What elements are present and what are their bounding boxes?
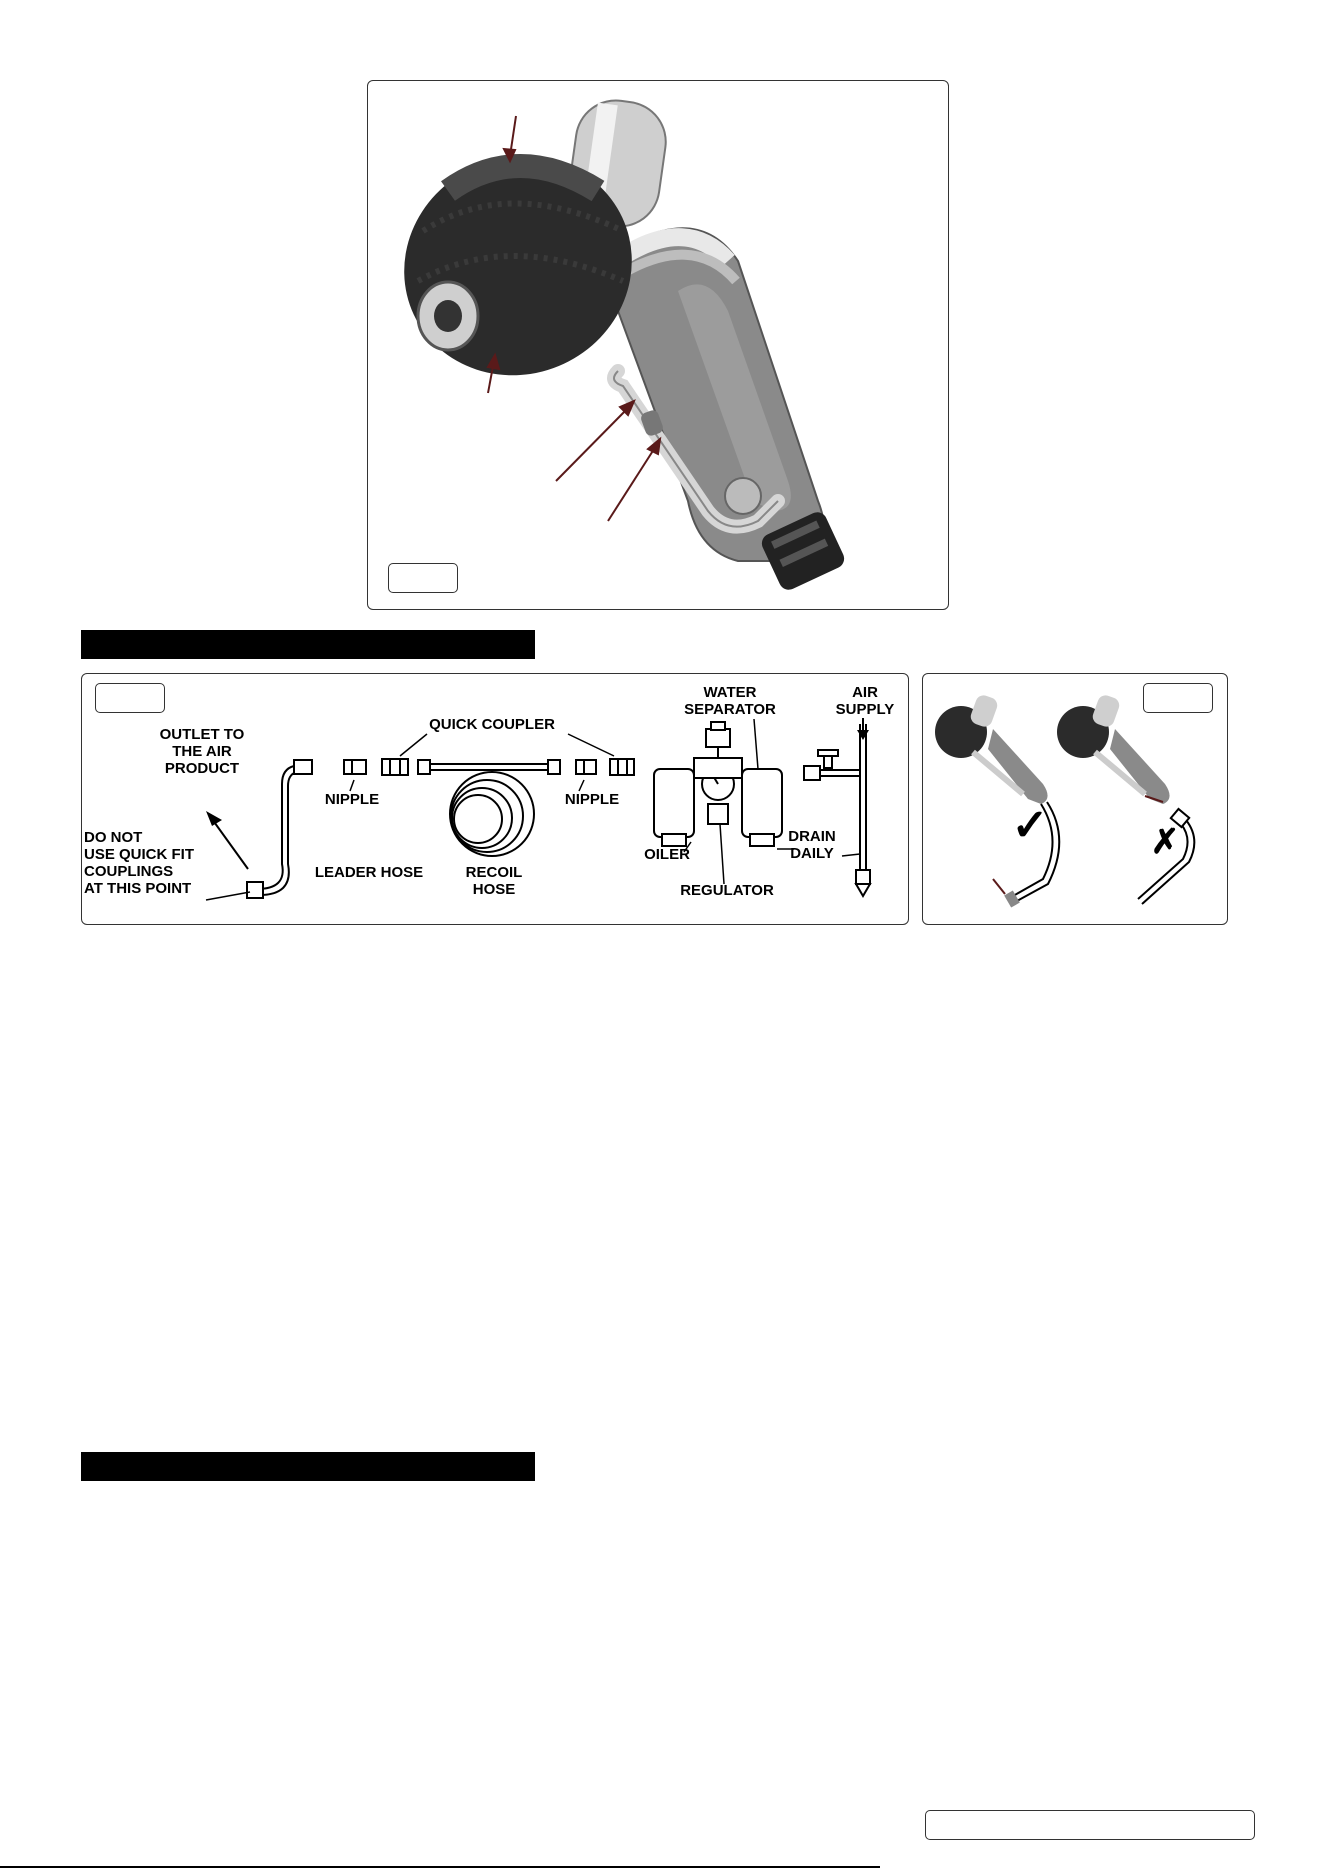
page-reference-box	[925, 1810, 1255, 1840]
label-do-not-use-quick-fit: DO NOT USE QUICK FIT COUPLINGS AT THIS POINT	[84, 829, 195, 897]
air-supply-pipe	[804, 724, 870, 896]
label-outlet: OUTLET TO THE AIR PRODUCT	[159, 726, 245, 777]
label-oiler: OILER	[644, 846, 690, 863]
label-nipple-right: NIPPLE	[564, 791, 620, 808]
quick-coupler-right	[610, 759, 634, 775]
label-recoil-hose: RECOIL HOSE	[465, 864, 523, 898]
tool-incorrect	[1057, 693, 1194, 904]
label-nipple-left: NIPPLE	[324, 791, 380, 808]
air-drill-photo	[368, 81, 948, 609]
figure-1-panel	[367, 80, 949, 610]
label-water-separator: WATER SEPARATOR	[684, 684, 776, 718]
figure-3-panel	[922, 673, 1228, 925]
label-leader-hose: LEADER HOSE	[314, 864, 424, 881]
attachment-comparison-photos	[923, 674, 1227, 924]
quick-coupler-left	[382, 759, 408, 775]
leader-hose	[247, 760, 312, 898]
label-regulator: REGULATOR	[680, 882, 774, 899]
figure-1-tag	[388, 563, 458, 593]
recoil-hose	[418, 760, 560, 856]
nipple-right	[576, 760, 596, 774]
nipple-left	[344, 760, 366, 774]
label-air-supply: AIR SUPPLY	[835, 684, 895, 718]
footer-rule	[0, 1866, 880, 1868]
figure-2-panel	[81, 673, 909, 925]
label-drain-daily: DRAIN DAILY	[788, 828, 836, 862]
section-heading-bar-1	[81, 630, 535, 659]
label-quick-coupler: QUICK COUPLER	[429, 716, 555, 733]
check-mark: ✓	[1011, 801, 1049, 850]
drill-grip-body	[618, 228, 824, 561]
section-heading-bar-2	[81, 1452, 535, 1481]
cross-mark: ✗	[1150, 823, 1180, 861]
frl-unit	[654, 722, 782, 846]
